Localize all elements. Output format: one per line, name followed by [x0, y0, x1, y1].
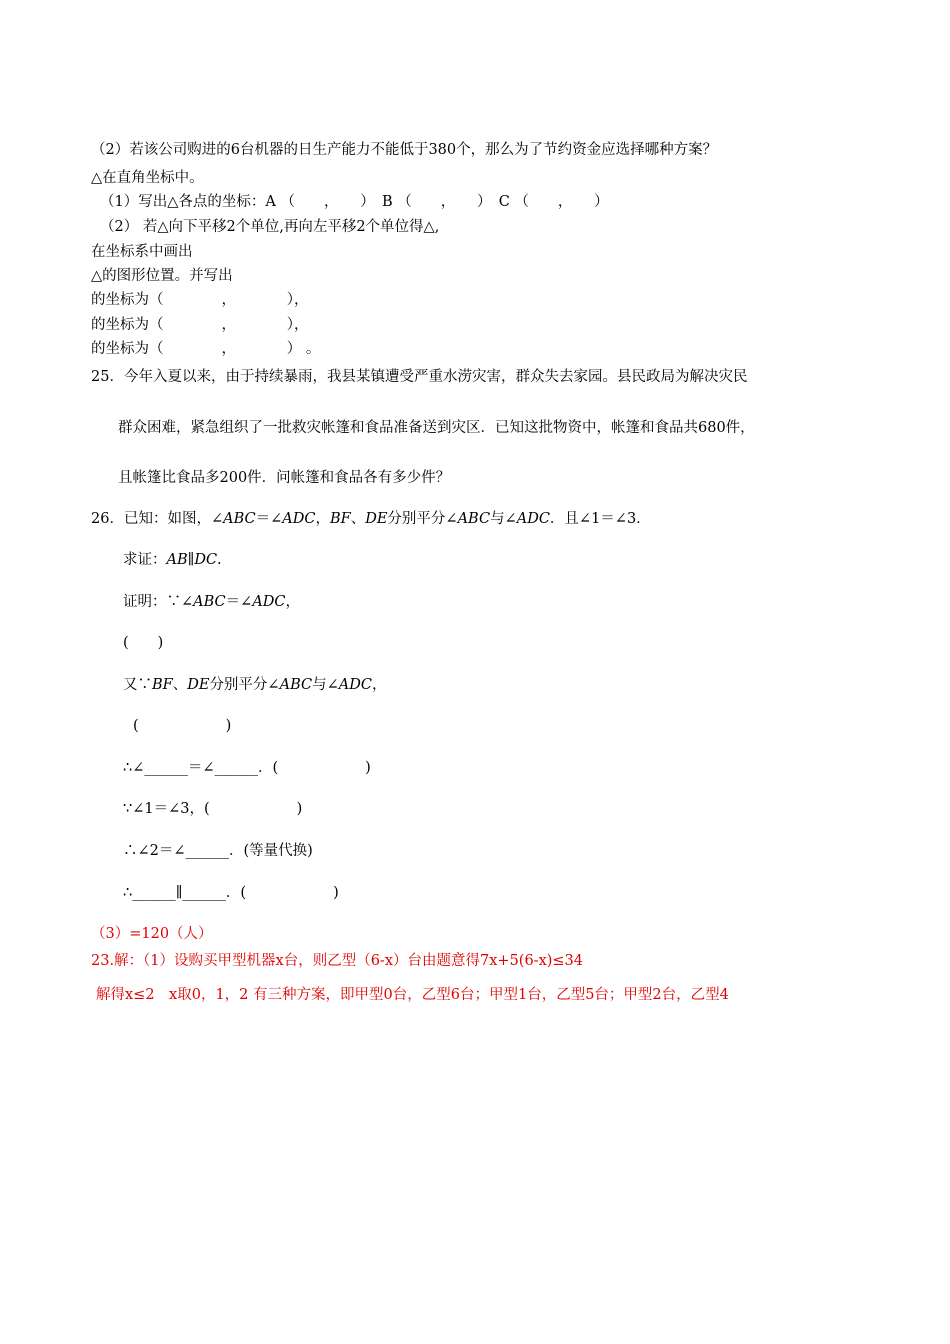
q22-part2: （2）若该公司购进的6台机器的日生产能力不能低于380个，那么为了节约资金应选择哪种方案？	[91, 142, 718, 158]
q25-line2: 群众困难，紧急组织了一批救灾帐篷和食品准备送到灾区．已知这批物资中，帐篷和食品共680件，	[118, 420, 755, 436]
q26-reason1: ( )	[123, 635, 164, 651]
q24-part2: （2） 若△向下平移2个单位,再向左平移2个单位得△,	[100, 219, 440, 235]
q26-proof-step1: 证明：∵∠ABC＝∠ADC，	[123, 594, 301, 610]
q26-reason2: ( )	[133, 718, 232, 734]
q24-position: △的图形位置。并写出	[91, 268, 233, 284]
q26-because2: ∵∠1＝∠3，( )	[123, 801, 303, 817]
q26-proof-step2: 又∵BF、DE分别平分∠ABC与∠ADC，	[123, 677, 387, 693]
q24-intro: △在直角坐标中。	[91, 170, 204, 186]
q24-coord1: 的坐标为（ ， ），	[91, 292, 309, 308]
answer-23-line1: 23.解：（1）设购买甲型机器x台，则乙型（6-x）台由题意得7x+5(6-x)≤34	[91, 953, 584, 969]
answer-23-line2: 解得x≤2 x取0，1，2 有三种方案，即甲型0台，乙型6台；甲型1台，乙型5台；甲型2台，乙型4	[96, 987, 729, 1003]
q24-part1: （1）写出△各点的坐标：A （ ， ） B （ ， ） C （ ， ）	[100, 194, 609, 210]
q25-line1: 25．今年入夏以来，由于持续暴雨，我县某镇遭受严重水涝灾害，群众失去家园。县民政局为解决灾民	[91, 369, 748, 385]
q26-therefore1: ∴∠______＝∠______．( )	[123, 760, 371, 776]
q26-given: 26．已知：如图，∠ABC＝∠ADC，BF、DE分别平分∠ABC与∠ADC．且∠1＝∠3．	[91, 511, 651, 527]
answer-part3: （3）=120（人）	[91, 926, 213, 942]
q24-coord3: 的坐标为（ ， ） 。	[91, 341, 321, 357]
q26-therefore2: ∴∠2＝∠______．(等量代换)	[123, 843, 313, 859]
q24-coord2: 的坐标为（ ， ），	[91, 317, 309, 333]
q25-line3: 且帐篷比食品多200件．问帐篷和食品各有多少件？	[118, 470, 451, 486]
q24-draw: 在坐标系中画出	[91, 244, 193, 260]
q26-therefore3: ∴______∥______．( )	[123, 885, 339, 901]
q26-prove: 求证：AB∥DC.	[123, 552, 222, 568]
